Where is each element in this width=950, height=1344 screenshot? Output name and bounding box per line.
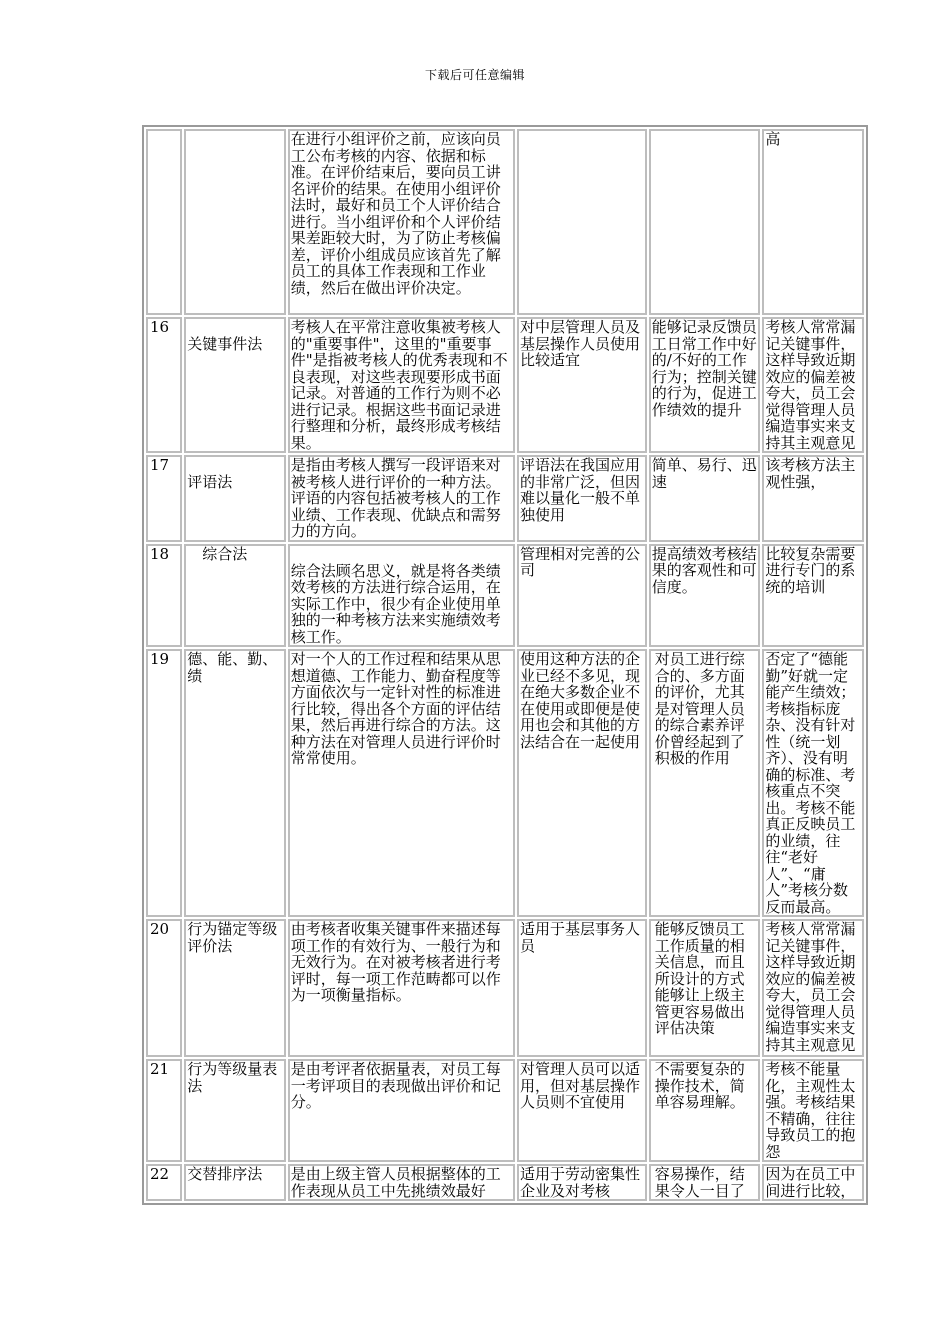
cell-disadvantage: 考核不能量化，主观性太强。考核结果不精确，往往导致员工的抱怨 xyxy=(762,1059,864,1162)
cell-scope: 对管理人员可以适用，但对基层操作人员则不宜使用 xyxy=(517,1059,647,1162)
cell-description: 是由上级主管人员根据整体的工作表现从员工中先挑绩效最好 xyxy=(288,1164,515,1201)
table-row xyxy=(146,129,864,315)
cell-description: 考核人在平常注意收集被考核人的"重要事件"，这里的"重要事件"是指被考核人的优秀表现和不良表现，对这些表现要形成书面记录。对普通的工作行为则不必进行记录。根据这些书面记录进行整理和分析，最终形成考核结果。 xyxy=(288,317,515,453)
cell-method-name: 交替排序法 xyxy=(184,1164,286,1201)
table-row xyxy=(146,455,864,542)
cell-method-name: 关键事件法 xyxy=(184,317,286,453)
cell-advantage: 不需要复杂的操作技术，简单容易理解。 xyxy=(649,1059,761,1162)
cell-disadvantage: 比较复杂需要进行专门的系统的培训 xyxy=(762,544,864,648)
table-row xyxy=(146,1059,864,1162)
cell-disadvantage: 该考核方法主观性强， xyxy=(762,455,864,542)
cell-number: 19 xyxy=(146,649,182,917)
cell-scope xyxy=(517,129,647,315)
table-row xyxy=(146,649,864,917)
cell-number: 21 xyxy=(146,1059,182,1162)
cell-description: 在进行小组评价之前，应该向员工公布考核的内容、依据和标准。在评价结束后，要向员工讲名评价的结果。在使用小组评价法时，最好和员工个人评价结合进行。当小组评价和个人评价结果差距较大时，为了防止考核偏差，评价小组成员应该首先了解员工的具体工作表现和工作业绩，然后在做出评价决定。 xyxy=(288,129,515,315)
cell-scope: 评语法在我国应用的非常广泛，但因难以量化一般不单独使用 xyxy=(517,455,647,542)
cell-method-name xyxy=(184,129,286,315)
cell-scope: 使用这种方法的企业已经不多见，现在绝大多数企业不在使用或即便是使用也会和其他的方法结合在一起使用 xyxy=(517,649,647,917)
cell-disadvantage: 因为在员工中间进行比较， xyxy=(762,1164,864,1201)
cell-description: 是由考评者依据量表，对员工每一考评项目的表现做出评价和记分。 xyxy=(288,1059,515,1162)
table-row xyxy=(146,544,864,648)
cell-number: 17 xyxy=(146,455,182,542)
cell-advantage: 提高绩效考核结果的客观性和可信度。 xyxy=(649,544,761,648)
cell-disadvantage: 否定了“德能勤”好就一定能产生绩效；考核指标庞杂、没有针对性（统一划齐）、没有明确的标准、考核重点不突出。考核不能真正反映员工的业绩，往往“老好人”、“庸人”考核分数反而最高。 xyxy=(762,649,864,917)
cell-number: 16 xyxy=(146,317,182,453)
cell-scope: 对中层管理人员及基层操作人员使用比较适宜 xyxy=(517,317,647,453)
cell-description: 是指由考核人撰写一段评语来对被考核人进行评价的一种方法。评语的内容包括被考核人的工作业绩、工作表现、优缺点和需努力的方向。 xyxy=(288,455,515,542)
cell-advantage: 容易操作，结果令人一目了 xyxy=(649,1164,761,1201)
cell-method-name: 行为等级量表法 xyxy=(184,1059,286,1162)
cell-disadvantage: 高 xyxy=(762,129,864,315)
page-header: 下载后可任意编辑 xyxy=(424,68,525,82)
evaluation-methods-table xyxy=(142,125,868,1205)
cell-scope: 适用于基层事务人员 xyxy=(517,919,647,1057)
cell-disadvantage: 考核人常常漏记关键事件，这样导致近期效应的偏差被夸大，员工会觉得管理人员编造事实来支持其主观意见 xyxy=(762,919,864,1057)
cell-number xyxy=(146,129,182,315)
cell-advantage xyxy=(649,129,761,315)
table-row xyxy=(146,919,864,1057)
cell-description: 对一个人的工作过程和结果从思想道德、工作能力、勤奋程度等方面依次与一定针对性的标准进行比较，得出各个方面的评估结果，然后再进行综合的方法。这种方法在对管理人员进行评价时常常使用。 xyxy=(288,649,515,917)
cell-method-name: 德、能、勤、绩 xyxy=(184,649,286,917)
cell-method-name: 综合法 xyxy=(184,544,286,648)
cell-number: 20 xyxy=(146,919,182,1057)
cell-method-name: 评语法 xyxy=(184,455,286,542)
cell-scope: 适用于劳动密集性企业及对考核 xyxy=(517,1164,647,1201)
cell-advantage: 能够记录反馈员工日常工作中好的/不好的工作行为；控制关键的行为，促进工作绩效的提升 xyxy=(649,317,761,453)
table-row xyxy=(146,317,864,453)
cell-method-name: 行为锚定等级评价法 xyxy=(184,919,286,1057)
cell-disadvantage: 考核人常常漏记关键事件，这样导致近期效应的偏差被夸大，员工会觉得管理人员编造事实来支持其主观意见 xyxy=(762,317,864,453)
table-row xyxy=(146,1164,864,1201)
cell-advantage: 能够反馈员工工作质量的相关信息，而且所设计的方式能够让上级主管更容易做出评估决策 xyxy=(649,919,761,1057)
cell-scope: 管理相对完善的公司 xyxy=(517,544,647,648)
cell-number: 18 xyxy=(146,544,182,648)
cell-advantage: 简单、易行、迅速 xyxy=(649,455,761,542)
cell-advantage: 对员工进行综合的、多方面的评价，尤其是对管理人员的综合素养评价曾经起到了积极的作用 xyxy=(649,649,761,917)
cell-description: 综合法顾名思义，就是将各类绩效考核的方法进行综合运用，在实际工作中，很少有企业使用单独的一种考核方法来实施绩效考核工作。 xyxy=(288,544,515,648)
cell-number: 22 xyxy=(146,1164,182,1201)
cell-description: 由考核者收集关键事件来描述每项工作的有效行为、一般行为和无效行为。在对被考核者进行考评时，每一项工作范畴都可以作为一项衡量指标。 xyxy=(288,919,515,1057)
